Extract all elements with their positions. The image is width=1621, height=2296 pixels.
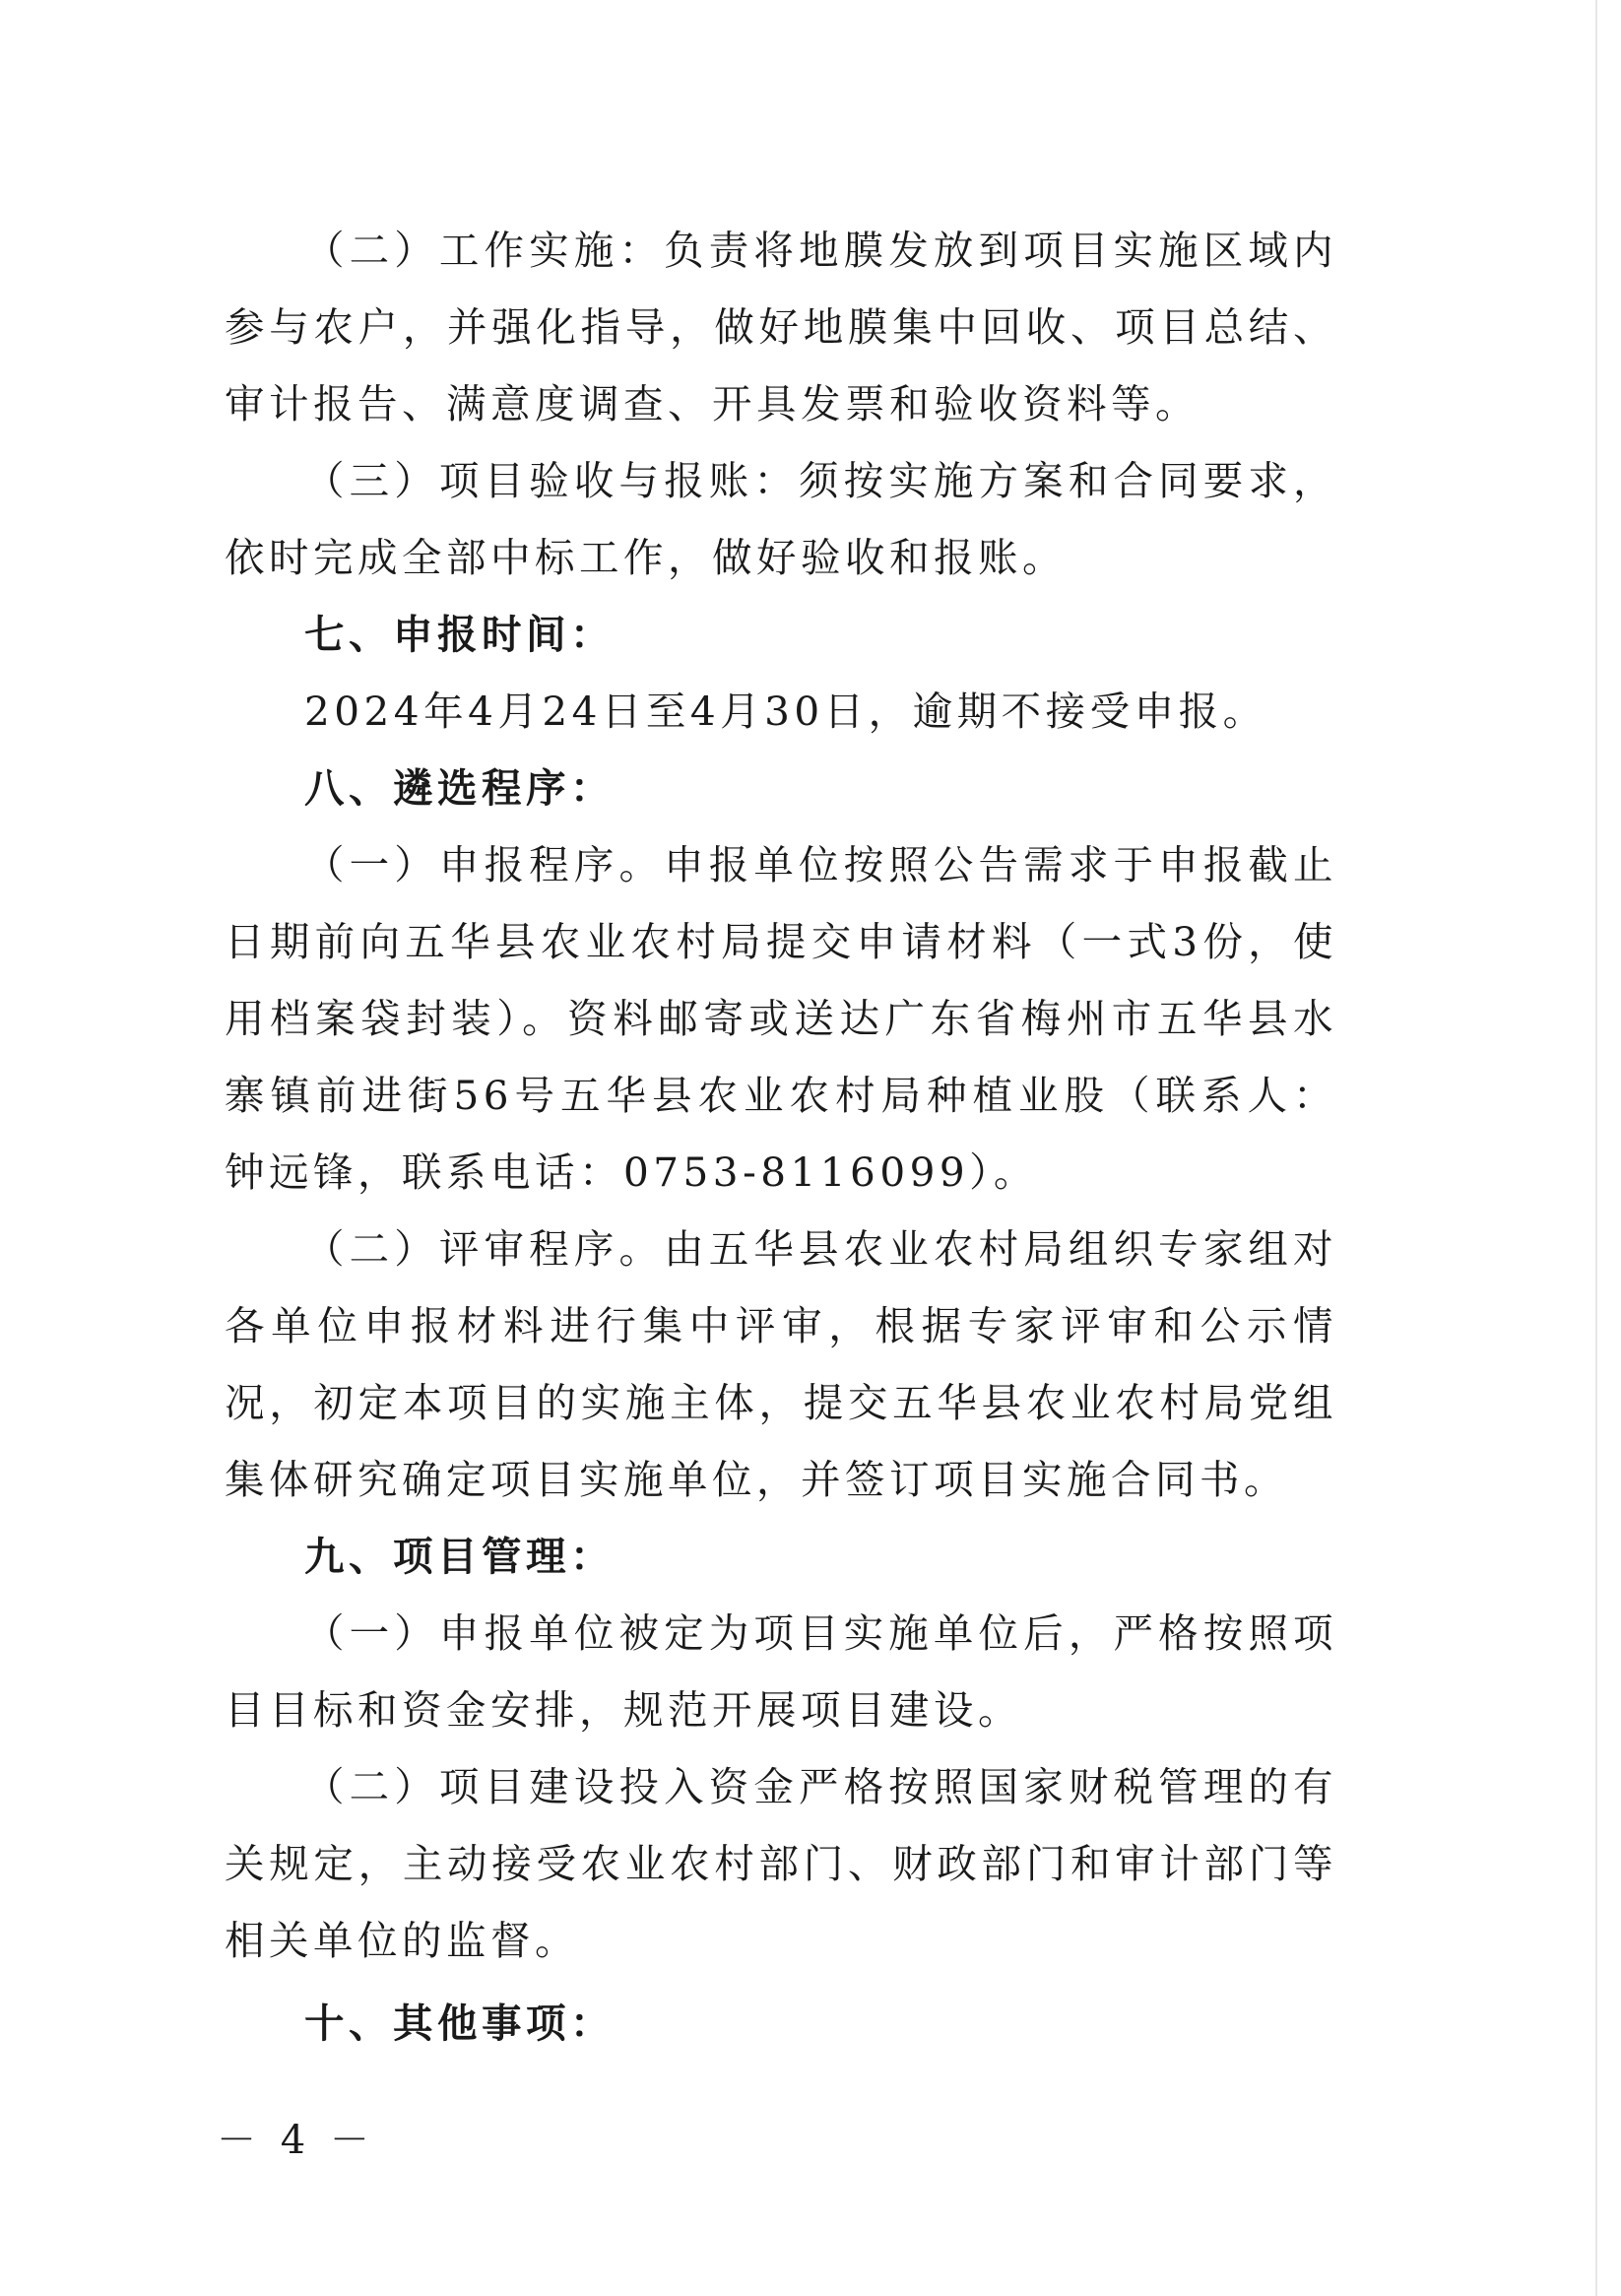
heading-other-matters: 十、其他事项： bbox=[304, 2000, 615, 2047]
paragraph-application-period: 2024年4月24日至4月30日，逾期不接受申报。 bbox=[304, 688, 1267, 735]
page-edge-line bbox=[1595, 0, 1597, 2296]
paragraph-management-one: （一）申报单位被定为项目实施单位后，严格按照项目目标和资金安排，规范开展项目建设。 bbox=[225, 1609, 1337, 1734]
paragraph-management-two: （二）项目建设投入资金严格按照国家财税管理的有关规定，主动接受农业农村部门、财政部门和审计部门等相关单位的监督。 bbox=[225, 1763, 1337, 1964]
paragraph-application-procedure: （一）申报程序。申报单位按照公告需求于申报截止日期前向五华县农业农村局提交申请材料（一式3份，使用档案袋封装）。资料邮寄或送达广东省梅州市五华县水寨镇前进街56号五华县农业农村局种植业股（联系人：钟远锋，联系电话：0753-8116099）。 bbox=[225, 841, 1337, 1196]
paragraph-acceptance-reimbursement: （三）项目验收与报账：须按实施方案和合同要求，依时完成全部中标工作，做好验收和报账。 bbox=[225, 457, 1337, 581]
paragraph-work-implementation: （二）工作实施：负责将地膜发放到项目实施区域内参与农户，并强化指导，做好地膜集中回收、项目总结、审计报告、满意度调查、开具发票和验收资料等。 bbox=[225, 227, 1337, 427]
page-number: － 4 － bbox=[217, 2118, 375, 2163]
heading-selection-procedure: 八、遴选程序： bbox=[304, 764, 615, 812]
heading-project-management: 九、项目管理： bbox=[304, 1533, 615, 1580]
document-body bbox=[225, 212, 1337, 2062]
paragraph-review-procedure: （二）评审程序。由五华县农业农村局组织专家组对各单位申报材料进行集中评审，根据专家评审和公示情况，初定本项目的实施主体，提交五华县农业农村局党组集体研究确定项目实施单位，并签订项目实施合同书。 bbox=[225, 1225, 1337, 1503]
heading-application-time: 七、申报时间： bbox=[304, 611, 615, 658]
